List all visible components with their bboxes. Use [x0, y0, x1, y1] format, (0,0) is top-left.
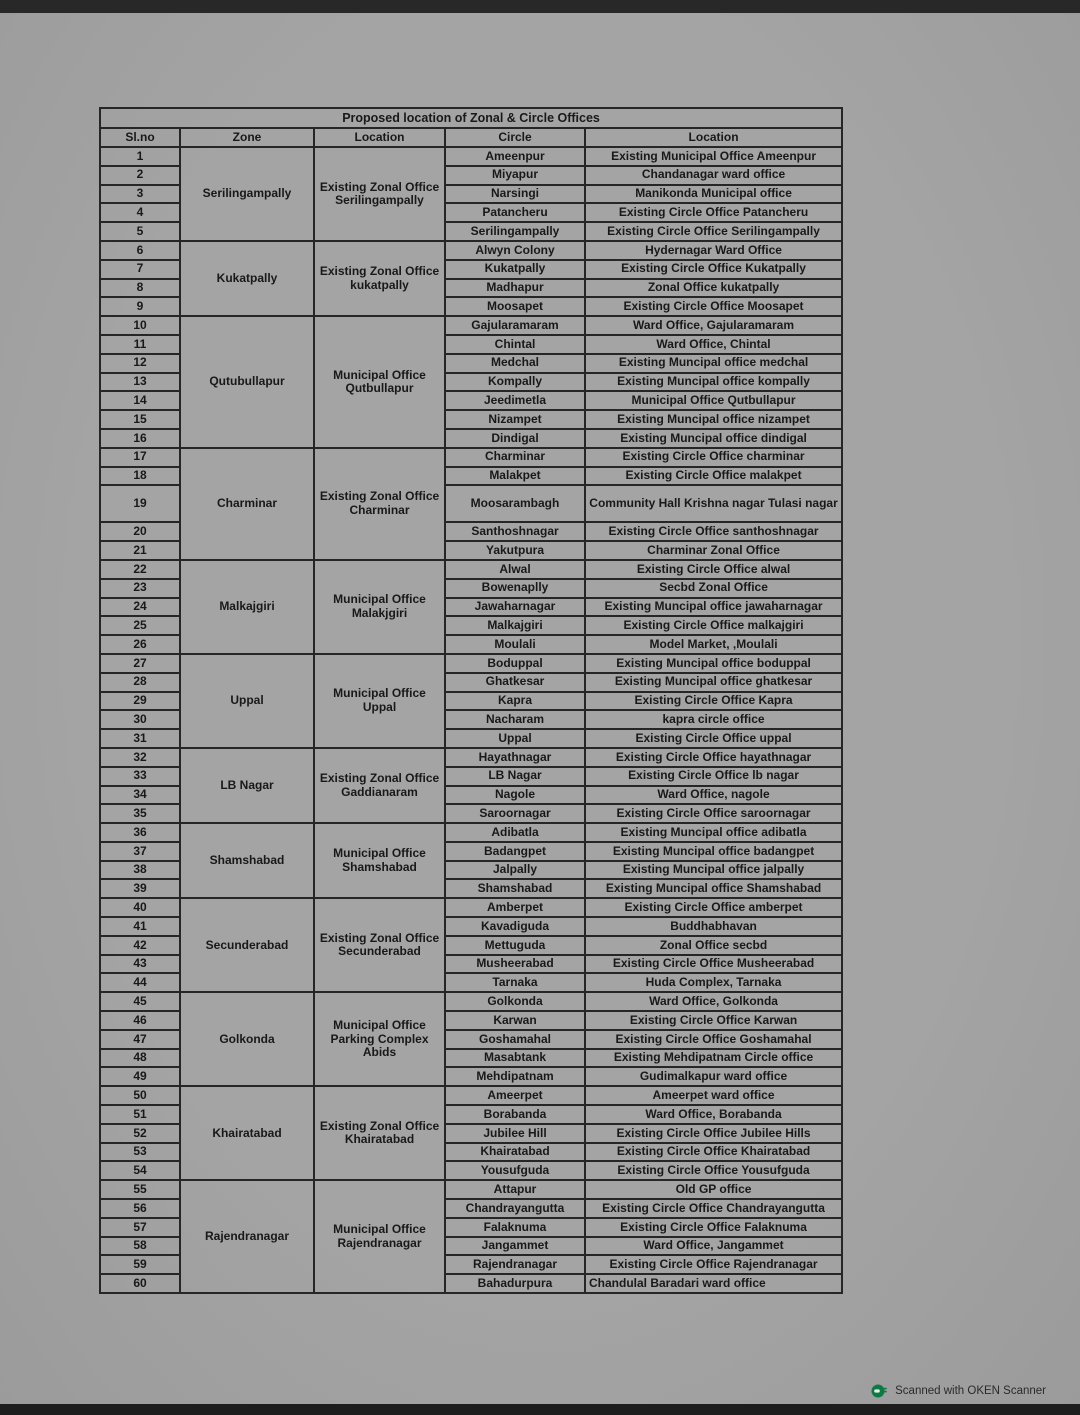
- cell-slno: 43: [100, 955, 180, 974]
- cell-zone: LB Nagar: [180, 748, 314, 823]
- cell-circle: Bahadurpura: [445, 1274, 585, 1293]
- cell-slno: 34: [100, 786, 180, 805]
- cell-slno: 2: [100, 166, 180, 185]
- cell-circle: Madhapur: [445, 279, 585, 298]
- cell-circle-location: Huda Complex, Tarnaka: [585, 973, 842, 992]
- cell-slno: 7: [100, 260, 180, 279]
- cell-zone: Kukatpally: [180, 241, 314, 316]
- cell-circle-location: Existing Circle Office charminar: [585, 448, 842, 467]
- cell-slno: 3: [100, 185, 180, 204]
- cell-circle: Kavadiguda: [445, 917, 585, 936]
- cell-circle: Rajendranagar: [445, 1255, 585, 1274]
- cell-circle-location: Charminar Zonal Office: [585, 541, 842, 560]
- cell-circle-location: Existing Circle Office Goshamahal: [585, 1030, 842, 1049]
- cell-slno: 47: [100, 1030, 180, 1049]
- cell-zone-location: Existing Zonal Office kukatpally: [314, 241, 445, 316]
- cell-slno: 19: [100, 485, 180, 522]
- table-row: [100, 147, 842, 166]
- cell-slno: 53: [100, 1143, 180, 1162]
- cell-circle: Kompally: [445, 373, 585, 392]
- cell-slno: 18: [100, 467, 180, 486]
- cell-circle: Moulali: [445, 635, 585, 654]
- cell-circle: Mettuguda: [445, 936, 585, 955]
- cell-circle: Ameenpur: [445, 147, 585, 166]
- cell-slno: 49: [100, 1067, 180, 1086]
- cell-circle: Moosapet: [445, 297, 585, 316]
- cell-circle: Nacharam: [445, 710, 585, 729]
- cell-circle-location: Gudimalkapur ward office: [585, 1067, 842, 1086]
- cell-circle-location: Existing Circle Office saroornagar: [585, 804, 842, 823]
- cell-circle: Serilingampally: [445, 222, 585, 241]
- cell-circle: Masabtank: [445, 1049, 585, 1068]
- cell-circle: Uppal: [445, 729, 585, 748]
- cell-circle-location: Existing Circle Office uppal: [585, 729, 842, 748]
- cell-circle-location: Existing Circle Office Moosapet: [585, 297, 842, 316]
- cell-zone-location: Existing Zonal Office Secunderabad: [314, 898, 445, 992]
- screen-bottom-bar: [0, 1404, 1080, 1415]
- col-header-circle: Circle: [445, 128, 585, 147]
- cell-circle: Golkonda: [445, 992, 585, 1011]
- col-header-circle-location: Location: [585, 128, 842, 147]
- cell-circle-location: Ward Office, Chintal: [585, 335, 842, 354]
- cell-zone: Uppal: [180, 654, 314, 748]
- cell-zone-location: Existing Zonal Office Gaddianaram: [314, 748, 445, 823]
- cell-slno: 32: [100, 748, 180, 767]
- cell-circle-location: Existing Muncipal office kompally: [585, 373, 842, 392]
- cell-circle-location: Existing Muncipal office nizampet: [585, 410, 842, 429]
- cell-circle: Hayathnagar: [445, 748, 585, 767]
- cell-circle: Jawaharnagar: [445, 598, 585, 617]
- cell-circle-location: Hydernagar Ward Office: [585, 241, 842, 260]
- cell-circle-location: Chandanagar ward office: [585, 166, 842, 185]
- cell-circle-location: Existing Circle Office malkajgiri: [585, 616, 842, 635]
- cell-slno: 28: [100, 673, 180, 692]
- cell-circle: Alwal: [445, 560, 585, 579]
- table-row: [100, 1180, 842, 1199]
- cell-slno: 9: [100, 297, 180, 316]
- cell-zone-location: Municipal Office Shamshabad: [314, 823, 445, 898]
- cell-slno: 26: [100, 635, 180, 654]
- cell-circle: Falaknuma: [445, 1218, 585, 1237]
- cell-zone: Serilingampally: [180, 147, 314, 241]
- cell-circle-location: Zonal Office kukatpally: [585, 279, 842, 298]
- scanner-watermark-label: Scanned with OKEN Scanner: [895, 1385, 1046, 1397]
- cell-slno: 14: [100, 391, 180, 410]
- cell-circle-location: Ward Office, Borabanda: [585, 1105, 842, 1124]
- table-row: [100, 448, 842, 467]
- cell-slno: 6: [100, 241, 180, 260]
- cell-circle: Dindigal: [445, 429, 585, 448]
- cell-circle-location: Ward Office, Gajularamaram: [585, 316, 842, 335]
- cell-circle-location: Community Hall Krishna nagar Tulasi nagar: [585, 485, 842, 522]
- cell-circle-location: Existing Circle Office amberpet: [585, 898, 842, 917]
- oken-scanner-icon-svg: [871, 1383, 887, 1399]
- cell-zone: Golkonda: [180, 992, 314, 1086]
- cell-slno: 38: [100, 861, 180, 880]
- cell-circle: Borabanda: [445, 1105, 585, 1124]
- table-header-row: [100, 128, 842, 147]
- cell-circle: Shamshabad: [445, 879, 585, 898]
- cell-zone: Shamshabad: [180, 823, 314, 898]
- cell-slno: 37: [100, 842, 180, 861]
- cell-slno: 51: [100, 1105, 180, 1124]
- cell-slno: 17: [100, 448, 180, 467]
- cell-slno: 35: [100, 804, 180, 823]
- cell-zone: Qutubullapur: [180, 316, 314, 448]
- cell-circle-location: Existing Circle Office Kukatpally: [585, 260, 842, 279]
- cell-circle: Saroornagar: [445, 804, 585, 823]
- cell-slno: 45: [100, 992, 180, 1011]
- cell-circle: Ghatkesar: [445, 673, 585, 692]
- cell-circle-location: Secbd Zonal Office: [585, 579, 842, 598]
- cell-circle: Medchal: [445, 354, 585, 373]
- office-table-body: [100, 147, 842, 1293]
- scanner-watermark: [871, 1383, 1046, 1399]
- cell-circle: Narsingi: [445, 185, 585, 204]
- cell-circle: Charminar: [445, 448, 585, 467]
- cell-circle-location: Existing Muncipal office Shamshabad: [585, 879, 842, 898]
- cell-circle: Jubilee Hill: [445, 1124, 585, 1143]
- cell-slno: 12: [100, 354, 180, 373]
- table-title: Proposed location of Zonal & Circle Offices: [100, 108, 842, 128]
- cell-circle: Malkajgiri: [445, 616, 585, 635]
- col-header-zone-location: Location: [314, 128, 445, 147]
- cell-zone-location: Municipal Office Parking Complex Abids: [314, 992, 445, 1086]
- cell-circle-location: Existing Circle Office alwal: [585, 560, 842, 579]
- cell-circle-location: Old GP office: [585, 1180, 842, 1199]
- cell-slno: 40: [100, 898, 180, 917]
- cell-slno: 50: [100, 1086, 180, 1105]
- cell-circle-location: Existing Circle Office Karwan: [585, 1011, 842, 1030]
- cell-slno: 56: [100, 1199, 180, 1218]
- screen-top-bar: [0, 0, 1080, 13]
- table-row: [100, 992, 842, 1011]
- cell-circle-location: Existing Mehdipatnam Circle office: [585, 1049, 842, 1068]
- table-row: [100, 654, 842, 673]
- cell-slno: 21: [100, 541, 180, 560]
- table-row: [100, 898, 842, 917]
- cell-circle-location: Existing Circle Office Musheerabad: [585, 955, 842, 974]
- cell-slno: 8: [100, 279, 180, 298]
- cell-circle-location: Existing Circle Office Falaknuma: [585, 1218, 842, 1237]
- table-row: [100, 823, 842, 842]
- cell-zone: Secunderabad: [180, 898, 314, 992]
- cell-slno: 5: [100, 222, 180, 241]
- cell-circle-location: Existing Circle Office malakpet: [585, 467, 842, 486]
- cell-circle: Goshamahal: [445, 1030, 585, 1049]
- cell-circle: Musheerabad: [445, 955, 585, 974]
- cell-circle: Amberpet: [445, 898, 585, 917]
- cell-circle: Gajularamaram: [445, 316, 585, 335]
- cell-circle: Patancheru: [445, 203, 585, 222]
- cell-circle-location: Chandulal Baradari ward office: [585, 1274, 842, 1293]
- oken-scanner-icon: [871, 1383, 887, 1399]
- cell-slno: 60: [100, 1274, 180, 1293]
- cell-circle-location: Existing Circle Office hayathnagar: [585, 748, 842, 767]
- cell-circle: Yousufguda: [445, 1161, 585, 1180]
- cell-slno: 30: [100, 710, 180, 729]
- cell-zone-location: Existing Zonal Office Khairatabad: [314, 1086, 445, 1180]
- cell-slno: 57: [100, 1218, 180, 1237]
- cell-circle: Nizampet: [445, 410, 585, 429]
- cell-circle-location: Ameerpet ward office: [585, 1086, 842, 1105]
- cell-zone-location: Municipal Office Uppal: [314, 654, 445, 748]
- cell-circle-location: Existing Circle Office Yousufguda: [585, 1161, 842, 1180]
- cell-circle: Chandrayangutta: [445, 1199, 585, 1218]
- cell-circle-location: Existing Circle Office santhoshnagar: [585, 522, 842, 541]
- cell-slno: 44: [100, 973, 180, 992]
- cell-slno: 29: [100, 692, 180, 711]
- cell-slno: 48: [100, 1049, 180, 1068]
- cell-slno: 11: [100, 335, 180, 354]
- cell-circle-location: Existing Muncipal office adibatla: [585, 823, 842, 842]
- cell-circle-location: Existing Muncipal office jalpally: [585, 861, 842, 880]
- cell-slno: 41: [100, 917, 180, 936]
- cell-circle: Yakutpura: [445, 541, 585, 560]
- cell-circle: Ameerpet: [445, 1086, 585, 1105]
- cell-slno: 27: [100, 654, 180, 673]
- cell-slno: 25: [100, 616, 180, 635]
- cell-circle: Adibatla: [445, 823, 585, 842]
- cell-circle-location: Existing Circle Office Kapra: [585, 692, 842, 711]
- cell-zone-location: Municipal Office Malakjgiri: [314, 560, 445, 654]
- cell-circle-location: Existing Circle Office Rajendranagar: [585, 1255, 842, 1274]
- cell-zone-location: Municipal Office Qutbullapur: [314, 316, 445, 448]
- cell-circle: Jeedimetla: [445, 391, 585, 410]
- cell-zone: Rajendranagar: [180, 1180, 314, 1293]
- cell-circle: Khairatabad: [445, 1143, 585, 1162]
- cell-circle: Alwyn Colony: [445, 241, 585, 260]
- cell-circle: Boduppal: [445, 654, 585, 673]
- cell-zone-location: Municipal Office Rajendranagar: [314, 1180, 445, 1293]
- table-row: [100, 560, 842, 579]
- cell-circle: Mehdipatnam: [445, 1067, 585, 1086]
- cell-circle-location: Ward Office, Jangammet: [585, 1237, 842, 1256]
- cell-circle-location: kapra circle office: [585, 710, 842, 729]
- cell-circle-location: Existing Circle Office Khairatabad: [585, 1143, 842, 1162]
- table-row: [100, 241, 842, 260]
- cell-circle: Moosarambagh: [445, 485, 585, 522]
- cell-circle: Attapur: [445, 1180, 585, 1199]
- cell-circle: Karwan: [445, 1011, 585, 1030]
- cell-circle-location: Buddhabhavan: [585, 917, 842, 936]
- table-title-row: [100, 108, 842, 128]
- cell-slno: 4: [100, 203, 180, 222]
- cell-circle: Santhoshnagar: [445, 522, 585, 541]
- cell-slno: 59: [100, 1255, 180, 1274]
- cell-slno: 55: [100, 1180, 180, 1199]
- cell-circle-location: Existing Muncipal office medchal: [585, 354, 842, 373]
- cell-circle: Kapra: [445, 692, 585, 711]
- cell-zone-location: Existing Zonal Office Charminar: [314, 448, 445, 560]
- cell-circle: Malakpet: [445, 467, 585, 486]
- cell-slno: 52: [100, 1124, 180, 1143]
- cell-slno: 54: [100, 1161, 180, 1180]
- cell-circle-location: Existing Muncipal office ghatkesar: [585, 673, 842, 692]
- cell-slno: 42: [100, 936, 180, 955]
- cell-circle-location: Existing Muncipal office dindigal: [585, 429, 842, 448]
- cell-slno: 24: [100, 598, 180, 617]
- zonal-circle-offices-table: [99, 107, 843, 1294]
- cell-circle-location: Existing Muncipal office jawaharnagar: [585, 598, 842, 617]
- cell-slno: 31: [100, 729, 180, 748]
- col-header-slno: Sl.no: [100, 128, 180, 147]
- cell-zone: Khairatabad: [180, 1086, 314, 1180]
- cell-circle-location: Zonal Office secbd: [585, 936, 842, 955]
- cell-slno: 23: [100, 579, 180, 598]
- cell-circle: Jangammet: [445, 1237, 585, 1256]
- cell-circle: Tarnaka: [445, 973, 585, 992]
- cell-circle-location: Existing Muncipal office boduppal: [585, 654, 842, 673]
- cell-zone: Malkajgiri: [180, 560, 314, 654]
- cell-circle-location: Municipal Office Qutbullapur: [585, 391, 842, 410]
- cell-circle-location: Model Market, ,Moulali: [585, 635, 842, 654]
- cell-slno: 13: [100, 373, 180, 392]
- cell-circle-location: Ward Office, nagole: [585, 786, 842, 805]
- cell-slno: 1: [100, 147, 180, 166]
- cell-circle-location: Existing Circle Office Jubilee Hills: [585, 1124, 842, 1143]
- cell-circle-location: Manikonda Municipal office: [585, 185, 842, 204]
- cell-circle-location: Existing Muncipal office badangpet: [585, 842, 842, 861]
- cell-zone: Charminar: [180, 448, 314, 560]
- cell-slno: 36: [100, 823, 180, 842]
- cell-circle: Bowenaplly: [445, 579, 585, 598]
- cell-slno: 10: [100, 316, 180, 335]
- cell-circle: LB Nagar: [445, 767, 585, 786]
- cell-circle-location: Existing Circle Office lb nagar: [585, 767, 842, 786]
- cell-slno: 39: [100, 879, 180, 898]
- cell-circle: Nagole: [445, 786, 585, 805]
- cell-slno: 20: [100, 522, 180, 541]
- cell-slno: 15: [100, 410, 180, 429]
- cell-slno: 33: [100, 767, 180, 786]
- cell-slno: 16: [100, 429, 180, 448]
- cell-zone-location: Existing Zonal Office Serilingampally: [314, 147, 445, 241]
- cell-slno: 46: [100, 1011, 180, 1030]
- cell-circle-location: Existing Circle Office Patancheru: [585, 203, 842, 222]
- cell-circle: Jalpally: [445, 861, 585, 880]
- cell-circle-location: Existing Municipal Office Ameenpur: [585, 147, 842, 166]
- table-row: [100, 1086, 842, 1105]
- cell-slno: 58: [100, 1237, 180, 1256]
- cell-circle-location: Ward Office, Golkonda: [585, 992, 842, 1011]
- cell-slno: 22: [100, 560, 180, 579]
- cell-circle: Badangpet: [445, 842, 585, 861]
- col-header-zone: Zone: [180, 128, 314, 147]
- cell-circle-location: Existing Circle Office Serilingampally: [585, 222, 842, 241]
- table-row: [100, 316, 842, 335]
- cell-circle: Chintal: [445, 335, 585, 354]
- table-row: [100, 748, 842, 767]
- cell-circle: Kukatpally: [445, 260, 585, 279]
- cell-circle-location: Existing Circle Office Chandrayangutta: [585, 1199, 842, 1218]
- cell-circle: Miyapur: [445, 166, 585, 185]
